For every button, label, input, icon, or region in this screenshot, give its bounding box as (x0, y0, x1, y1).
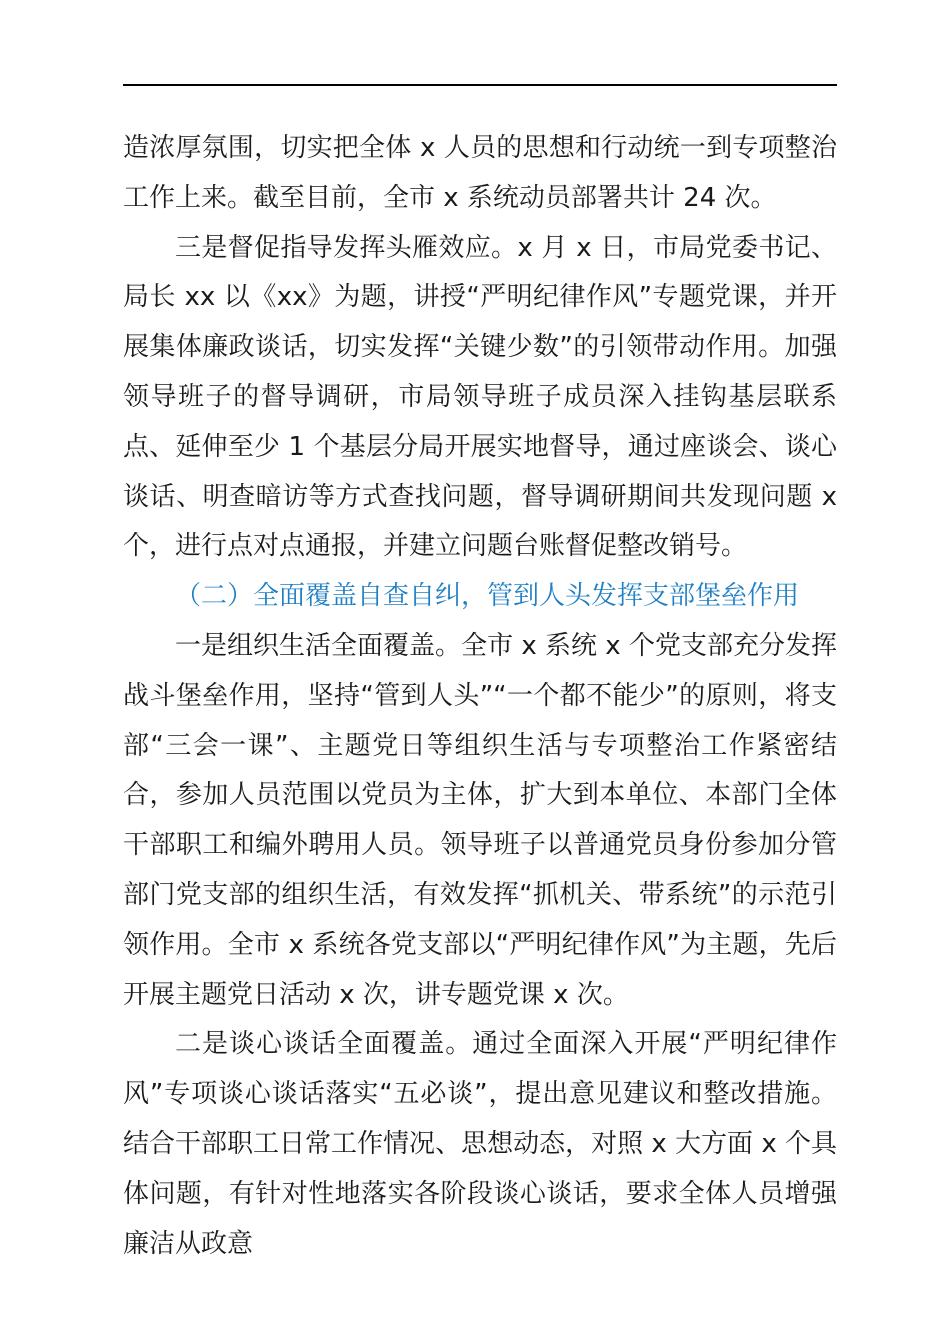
header-rule (123, 84, 837, 86)
document-body (123, 124, 837, 1269)
paragraph-continuation: 造浓厚氛围，切实把全体 x 人员的思想和行动统一到专项整治工作上来。截至目前，全市 x 系统动员部署共计 24 次。 (123, 133, 837, 213)
paragraph-organizational-life: 一是组织生活全面覆盖。全市 x 系统 x 个党支部充分发挥战斗堡垒作用，坚持“管到人头”“一个都不能少”的原则，将支部“三会一课”、主题党日等组织生活与专项整治工作紧密结合，参加人员范围以党员为主体，扩大到本单位、本部门全体干部职工和编外聘用人员。领导班子以普通党员身份参加分管部门党支部的组织生活，有效发挥“抓机关、带系统”的示范引领作用。全市 x 系统各党支部以“严明纪律作风”为主题，先后开展主题党日活动 x 次，讲专题党课 x 次。 (123, 630, 837, 1010)
paragraph-heart-to-heart-talks: 二是谈心谈话全面覆盖。通过全面深入开展“严明纪律作风”专项谈心谈话落实“五必谈”，提出意见建议和整改措施。结合干部职工日常工作情况、思想动态，对照 x 大方面 x 个具体问题，有针对性地落实各阶段谈心谈话，要求全体人员增强廉洁从政意 (123, 1029, 837, 1259)
section-heading-two: （二）全面覆盖自查自纠，管到人头发挥支部堡垒作用 (175, 581, 800, 612)
paragraph-supervision-guidance: 三是督促指导发挥头雁效应。x 月 x 日，市局党委书记、局长 xx 以《xx》为题，讲授“严明纪律作风”专题党课，并开展集体廉政谈话，切实发挥“关键少数”的引领带动作用。加强领导班子的督导调研，市局领导班子成员深入挂钩基层联系点、延伸至少 1 个基层分局开展实地督导，通过座谈会、谈心谈话、明查暗访等方式查找问题，督导调研期间共发现问题 x 个，进行点对点通报，并建立问题台账督促整改销号。 (123, 232, 837, 562)
